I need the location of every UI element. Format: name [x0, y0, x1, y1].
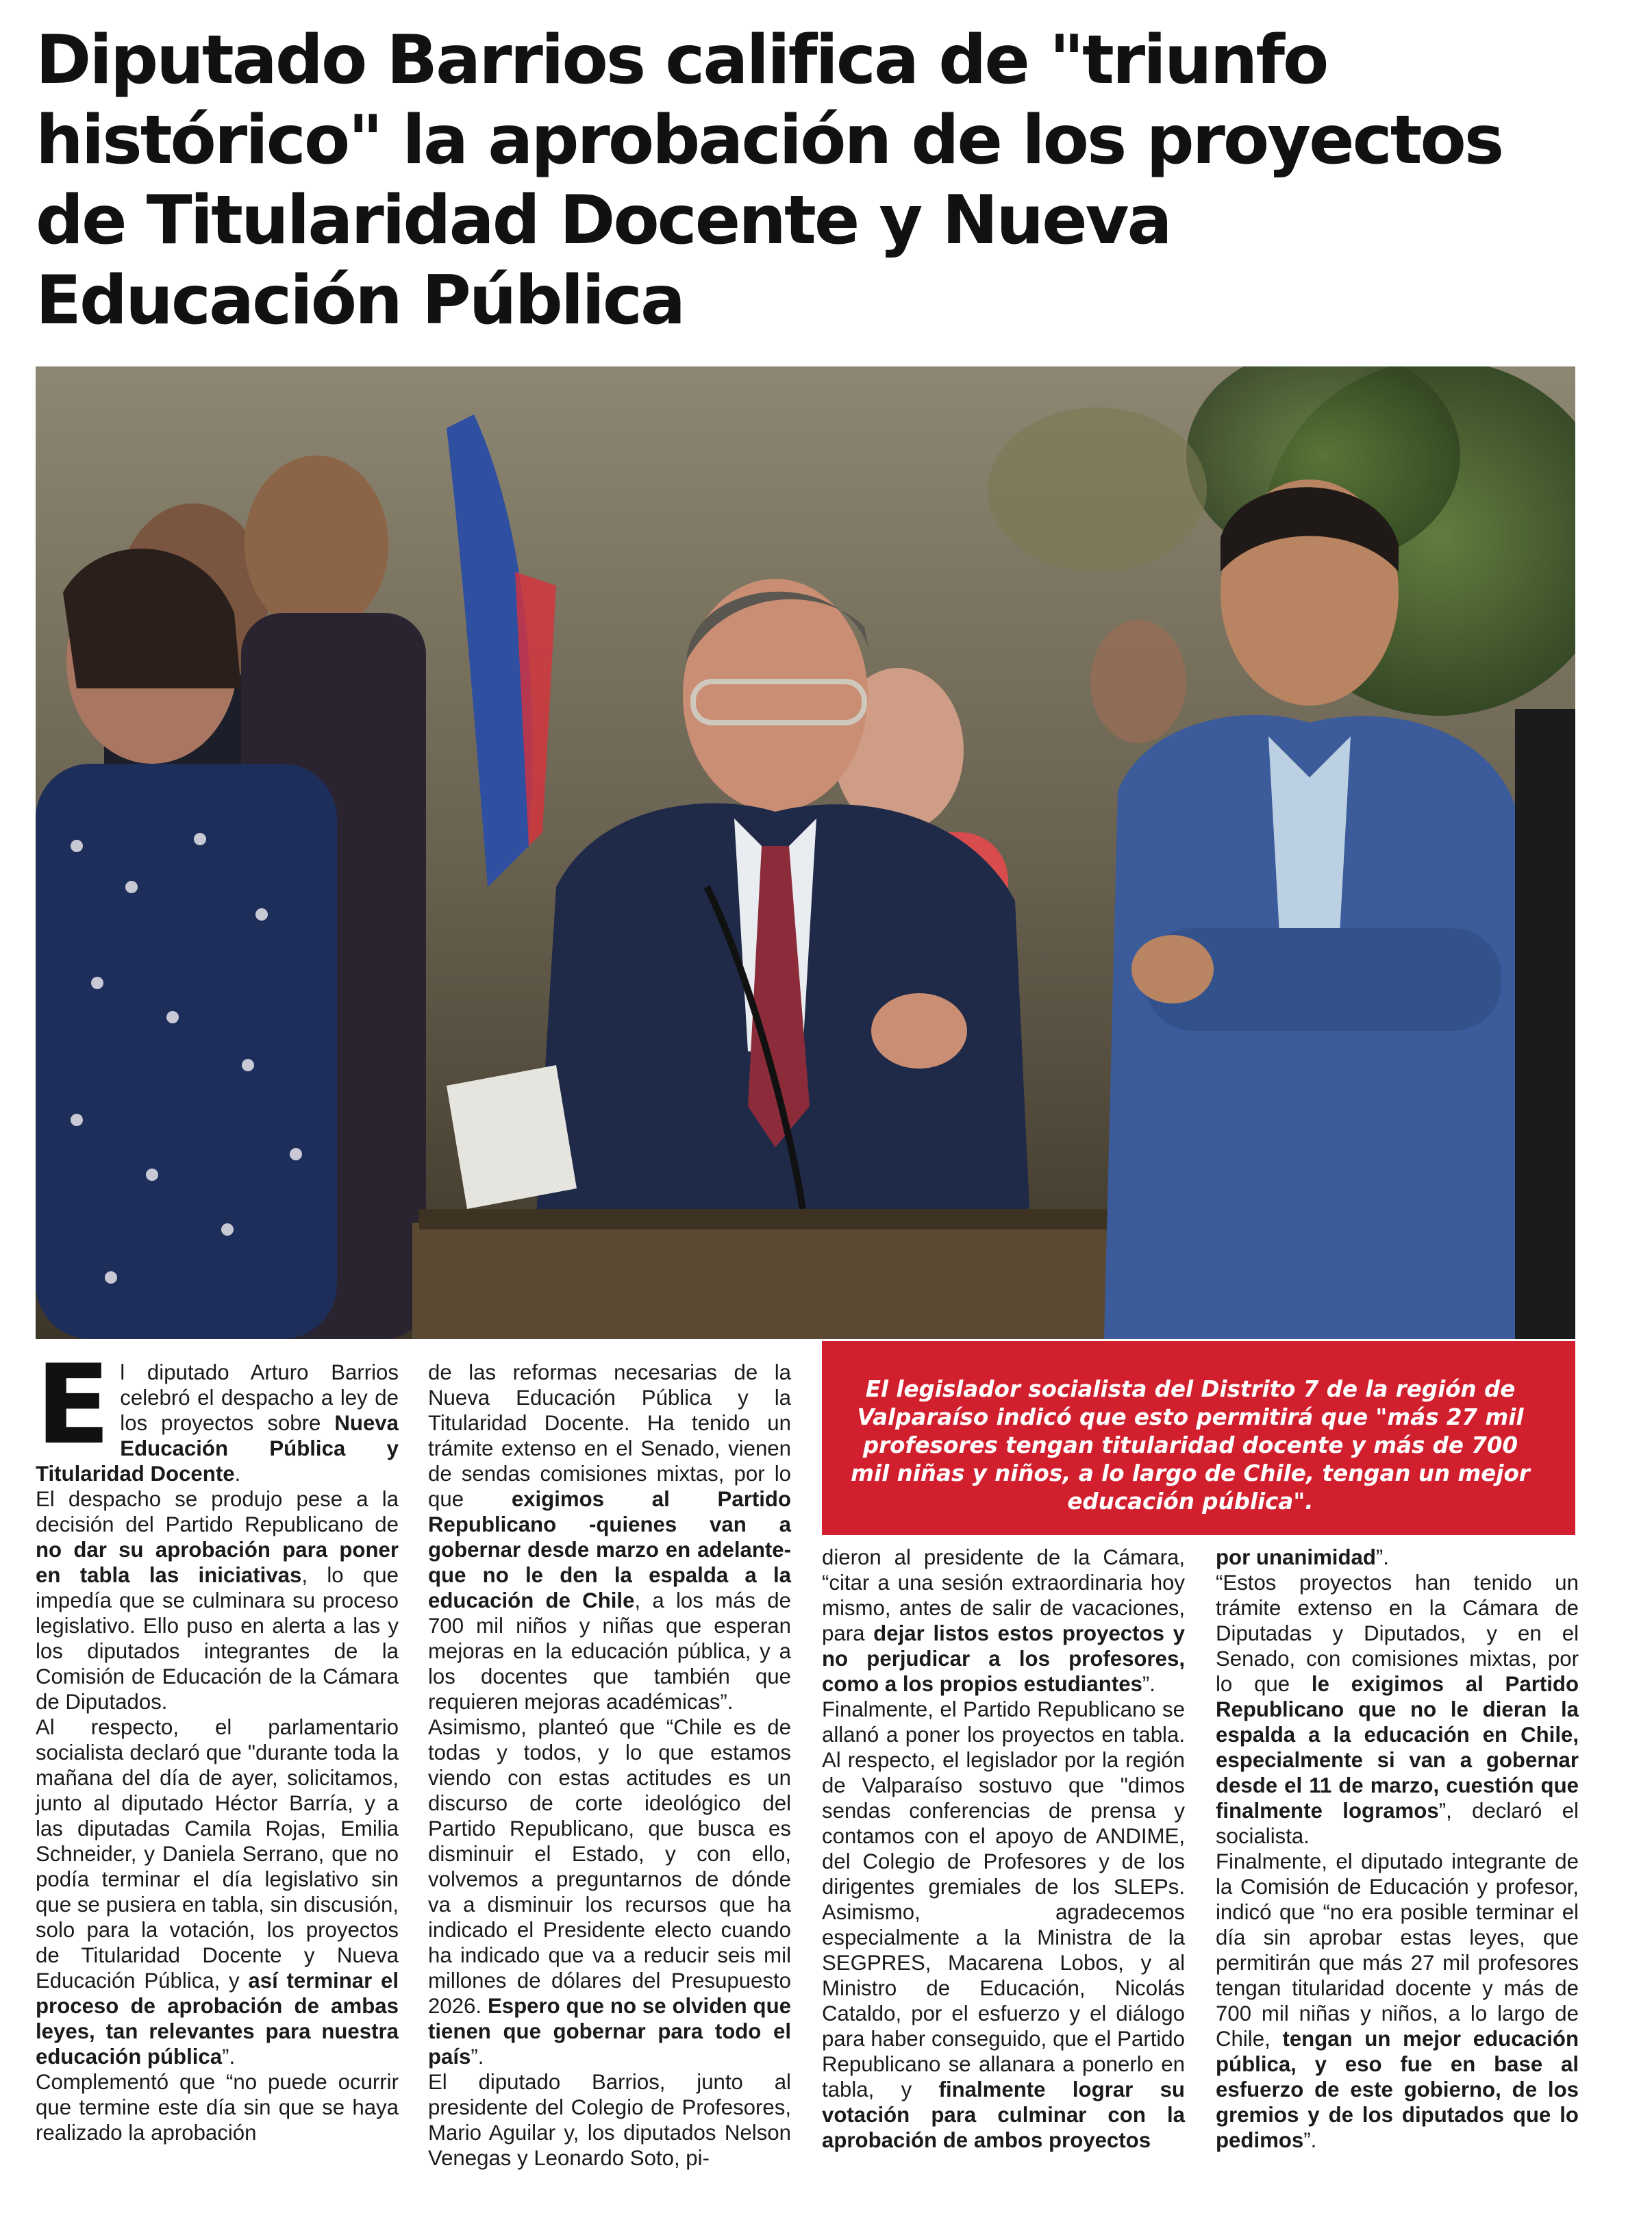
paragraph	[1216, 1849, 1579, 2153]
column-body	[428, 1360, 791, 2171]
drop-cap: E	[36, 1340, 111, 1469]
text-run: , a los más de 700 mil niños y niñas que esperan mejoras en la educación pública, y a los docentes que también que requieren mejoras académicas”.	[428, 1588, 791, 1714]
press-conference-photo	[36, 366, 1575, 1339]
bold-run: tengan un mejor educación pública, y eso fue en base al esfuerzo de este gobierno, de los gremios y de los diputados que lo pedimos	[1216, 2027, 1579, 2152]
text-run: Al respecto, el parlamentario socialista declaró que "durante toda la mañana del día de ayer, solicitamos, junto al diputado Héctor Barría, y a las diputadas Camila Rojas, Emilia Schneider, y Daniela Serrano, que no podía terminar el día legislativo sin que se pusiera en tabla, sin discusión, solo para la votación, los proyectos de Titularidad Docente y Nueva Educación Pública, y	[36, 1715, 399, 1993]
bold-run: exigimos al Partido Republicano -quienes van a gobernar desde marzo en adelante- que no le den la espalda a la educación de Chile	[428, 1487, 791, 1612]
headline-line: Educación Pública	[36, 262, 684, 340]
text-run: El diputado Barrios, junto al presidente del Colegio de Profesores, Mario Aguilar y, los diputados Nelson Venegas y Leonardo Soto, pi-	[428, 2070, 791, 2170]
article-column-3	[822, 1545, 1185, 2153]
bold-run: finalmente lograr su votación para culminar con la aprobación de ambos proyectos	[822, 2078, 1185, 2152]
paragraph	[36, 1486, 399, 1714]
column-body	[822, 1545, 1185, 2153]
column-body	[1216, 1545, 1579, 2153]
text-run: ”.	[1303, 2128, 1317, 2152]
text-run: Finalmente, el Partido Republicano se allanó a poner los proyectos en tabla. Al respecto, el legislador por la región de Valparaíso sostuvo que "dimos sendas conferencias de prensa y contamos con el apoyo de ANDIME, del Colegio de Profesores y de los dirigentes gremiales de los SLEPs. Asimismo, agradecemos especialmente a la Ministra de la SEGPRES, Macarena Lobos, y al Ministro de Educación, Nicolás Cataldo, por el esfuerzo y el diálogo para haber conseguido, que el Partido Republicano se allanara a ponerlo en tabla, y	[822, 1697, 1185, 2101]
headline-line: de Titularidad Docente y Nueva	[36, 182, 1171, 260]
bold-run: dejar listos estos proyectos y no perjudicar a los profesores, como a los propios estudiantes	[822, 1621, 1186, 1696]
column-body	[36, 1340, 399, 2145]
text-run: , lo que impedía que se culminara su proceso legislativo. Ello puso en alerta a las y los diputados integrantes de la Comisión de Educación de la Cámara de Diputados.	[36, 1563, 399, 1714]
bold-run: así terminar el proceso de aprobación de ambas leyes, tan relevantes para nuestra educación pública	[36, 1969, 399, 2069]
text-run: “Estos proyectos han tenido un trámite extenso en la Cámara de Diputadas y Diputados, y en el Senado, con comisiones mixtas, por lo que	[1216, 1571, 1579, 1696]
headline-line: histórico" la aprobación de los proyectos	[36, 101, 1503, 179]
paragraph	[822, 1545, 1185, 1697]
headline-line: Diputado Barrios califica de "triunfo	[36, 21, 1327, 99]
bold-run: por unanimidad	[1216, 1545, 1376, 1569]
bold-run: Nueva Educación Pública y Titularidad Docente	[36, 1411, 399, 1486]
article-column-4	[1216, 1545, 1579, 2153]
text-run: .	[234, 1462, 241, 1486]
paragraph	[428, 2069, 791, 2171]
pull-quote-text: El legislador socialista del Distrito 7 de la región de Valparaíso indicó que esto permitirá que "más 27 mil profesores tengan titularidad docente y más de 700 mil niñas y niños, a lo largo de Chile, tengan un mejor educación pública".	[851, 1376, 1530, 1514]
text-run: l diputado Arturo Barrios celebró el despacho a ley de los proyectos sobre	[120, 1360, 399, 1435]
text-run: Complementó que “no puede ocurrir que termine este día sin que se haya realizado la aprobación	[36, 2070, 399, 2145]
paragraph	[822, 1697, 1185, 2153]
pull-quote	[822, 1341, 1575, 1535]
text-run: ”.	[1142, 1672, 1155, 1696]
article-photo	[36, 366, 1575, 1339]
text-run: ”.	[471, 2045, 484, 2069]
article-column-1	[36, 1340, 399, 2145]
paragraph	[1216, 1570, 1579, 1849]
text-run: ”.	[1375, 1545, 1389, 1569]
paragraph	[428, 1360, 791, 1714]
text-run: Asimismo, planteó que “Chile es de todas y todos, y lo que estamos viendo con estas actitudes es un discurso de corte ideológico del Partido Republicano, que busca es disminuir el Estado, y con ello, volvemos a preguntarnos de dónde va a disminuir los recursos que ha indicado el Presidente electo cuando ha indicado que va a reducir seis mil millones de dólares del Presupuesto 2026.	[428, 1715, 791, 2018]
text-run: ”.	[222, 2045, 236, 2069]
text-run: ”, declaró el socialista.	[1216, 1799, 1579, 1848]
text-run: El despacho se produjo pese a la decisión del Partido Republicano de	[36, 1487, 399, 1536]
article-column-2	[428, 1360, 791, 2171]
bold-run: no dar su aprobación para poner en tabla las iniciativas	[36, 1538, 399, 1587]
bold-run: le exigimos al Partido Republicano que no le dieran la espalda a la educación en Chile, especialmente si van a gobernar desde el 11 de marzo, cuestión que finalmente logramos	[1216, 1672, 1579, 1823]
paragraph	[36, 1714, 399, 2069]
headline	[36, 21, 1625, 341]
bold-run: Espero que no se olviden que tienen que gobernar para todo el país	[428, 1994, 791, 2069]
paragraph	[1216, 1545, 1579, 1570]
text-run: Finalmente, el diputado integrante de la Comisión de Educación y profesor, indicó que “no era posible terminar el día sin aprobar estas leyes, que permitirán que más 27 mil profesores tengan titularidad docente y más de 700 mil niñas y niños, a lo largo de Chile,	[1216, 1849, 1579, 2051]
paragraph	[36, 2069, 399, 2145]
text-run: de las reformas necesarias de la Nueva Educación Pública y la Titularidad Docente. Ha tenido un trámite extenso en el Senado, vienen de sendas comisiones mixtas, por lo que	[428, 1360, 791, 1511]
text-run: dieron al presidente de la Cámara, “citar a una sesión extraordinaria hoy mismo, antes de salir de vacaciones, para	[822, 1545, 1185, 1645]
paragraph	[428, 1714, 791, 2069]
